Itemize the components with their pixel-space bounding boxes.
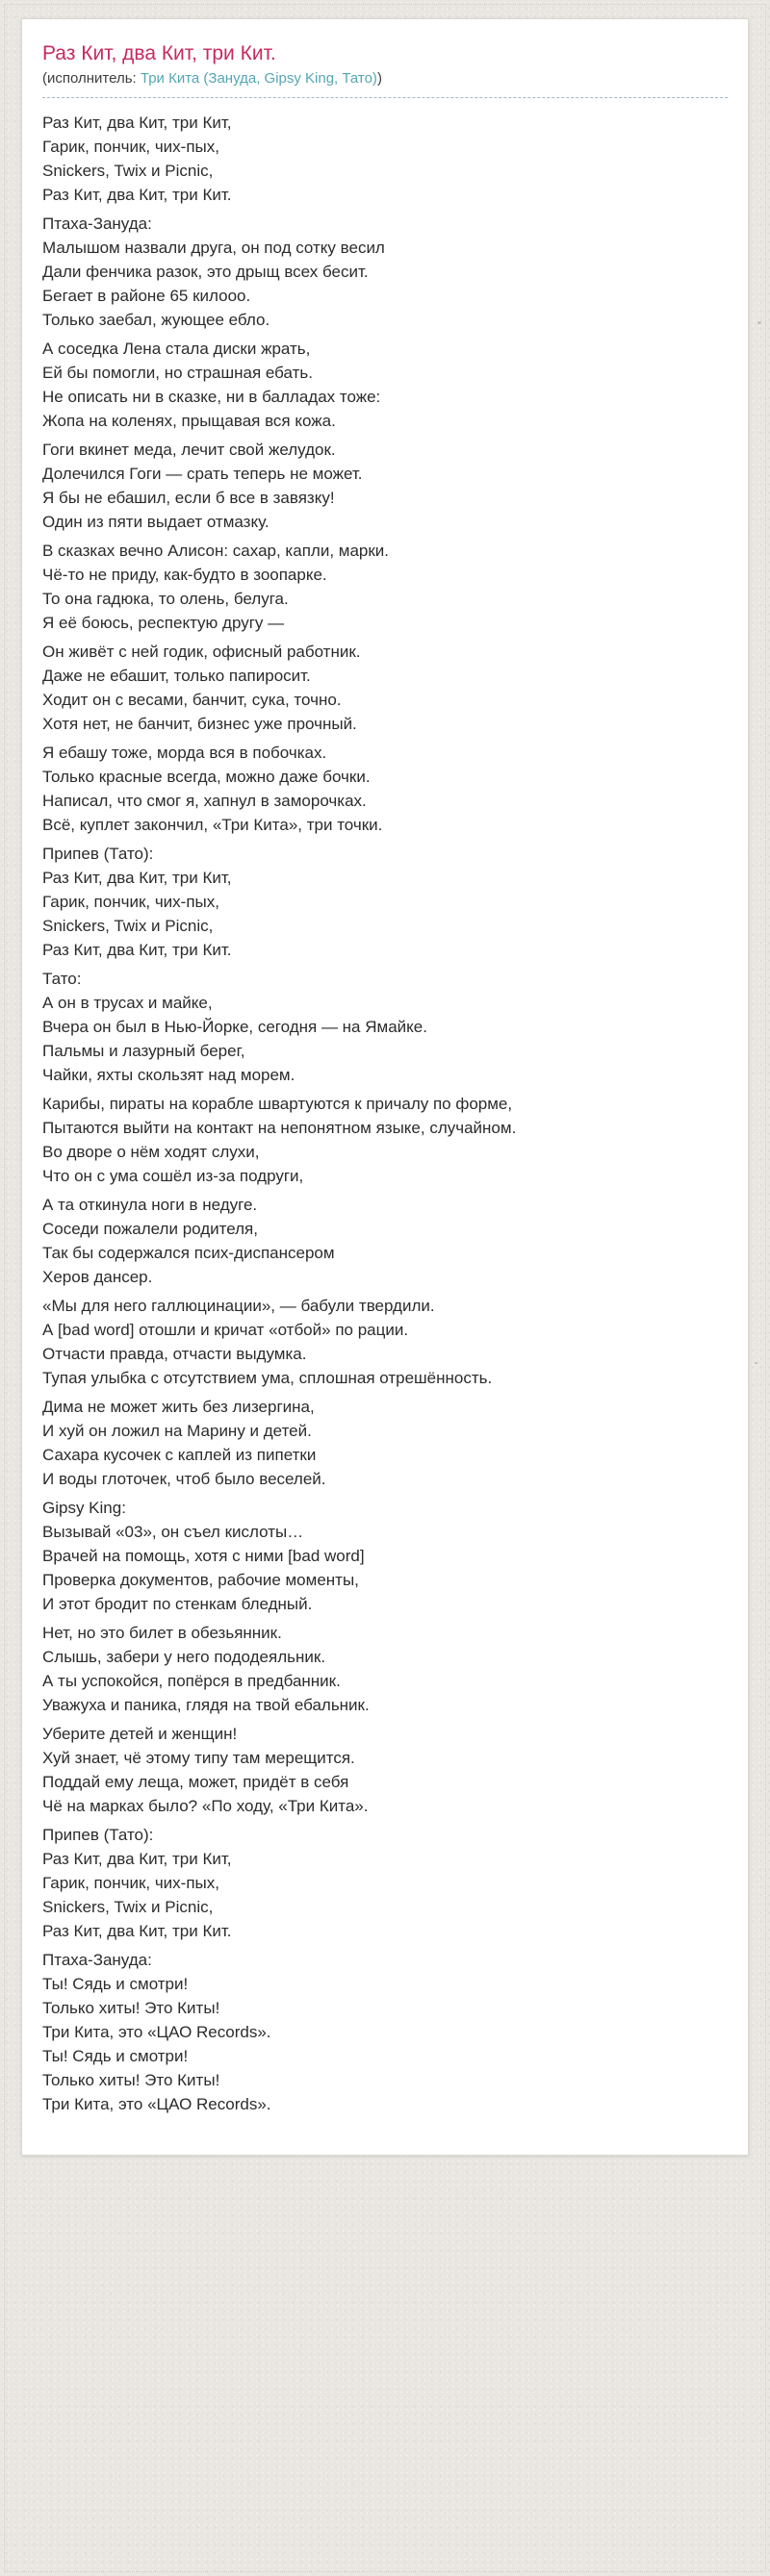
verse: Птаха-Зануда: Малышом назвали друга, он под сотку весил Дали фенчика разок, это дрыщ всех бесит. Бегает в районе 65 килооо. Только заебал, жующее ебло.	[42, 215, 385, 329]
lyrics	[42, 111, 728, 2116]
verse: Гоги вкинет меда, лечит свой желудок. Долечился Гоги — срать теперь не может. Я бы не ебашил, если б все в завязку! Один из пяти выдает отмазку.	[42, 441, 363, 531]
song-title: Раз Кит, два Кит, три Кит.	[42, 42, 276, 64]
verse: «Мы для него галлюцинации», — бабули твердили. А [bad word] отошли и кричат «отбой» по рации. Отчасти правда, отчасти выдумка. Тупая улыбка с отсутствием ума, сплошная отрешённость.	[42, 1297, 493, 1387]
verse: Припев (Тато): Раз Кит, два Кит, три Кит, Гарик, пончик, чих-пых, Snickers, Twix и Picnic, Раз Кит, два Кит, три Кит.	[42, 845, 232, 959]
verse: Gipsy King: Вызывай «03», он съел кислоты… Врачей на помощь, хотя с ними [bad word] Проверка документов, рабочие моменты, И этот бродит по стенкам бледный.	[42, 1499, 365, 1613]
dust-speck	[755, 1362, 757, 1364]
verse: Я ебашу тоже, морда вся в побочках. Только красные всегда, можно даже бочки. Написал, что смог я, хапнул в заморочках. Всё, куплет закончил, «Три Кита», три точки.	[42, 744, 383, 834]
verse: Птаха-Зануда: Ты! Сядь и смотри! Только хиты! Это Киты! Три Кита, это «ЦАО Records». Ты! Сядь и смотри! Только хиты! Это Киты! Три Кита, это «ЦАО Records».	[42, 1951, 271, 2113]
verse: Он живёт с ней годик, офисный работник. Даже не ебашит, только папиросит. Ходит он с весами, банчит, сука, точно. Хотя нет, не банчит, бизнес уже прочный.	[42, 643, 361, 733]
performer-link[interactable]: Три Кита (Зануда, Gipsy King, Тато)	[140, 70, 377, 87]
performer-suffix: )	[376, 70, 382, 87]
verse: А соседка Лена стала диски жрать, Ей бы помогли, но страшная ебать. Не описать ни в сказке, ни в балладах тоже: Жопа на коленях, прыщавая вся кожа.	[42, 340, 381, 430]
verse: Припев (Тато): Раз Кит, два Кит, три Кит, Гарик, пончик, чих-пых, Snickers, Twix и Picnic, Раз Кит, два Кит, три Кит.	[42, 1826, 232, 1940]
verse: В сказках вечно Алисон: сахар, капли, марки. Чё-то не приду, как-будто в зоопарке. То она гадюка, то олень, белуга. Я её боюсь, респектую другу —	[42, 542, 390, 632]
verse: Карибы, пираты на корабле швартуются к причалу по форме, Пытаются выйти на контакт на непонятном языке, случайном. Во дворе о нём ходят слухи, Что он с ума сошёл из-за подруги,	[42, 1095, 517, 1185]
verse: Дима не может жить без лизергина, И хуй он ложил на Марину и детей. Сахара кусочек с каплей из пипетки И воды глоточек, чтоб было веселей.	[42, 1398, 326, 1488]
verse: Нет, но это билет в обезьянник. Слышь, забери у него пододеяльник. А ты успокойся, попёрся в предбанник. Уважуха и паника, глядя на твой ебальник.	[42, 1624, 370, 1714]
verse: Раз Кит, два Кит, три Кит, Гарик, пончик, чих-пых, Snickers, Twix и Picnic, Раз Кит, два Кит, три Кит.	[42, 114, 232, 204]
performer-line	[42, 69, 728, 97]
performer-label: (исполнитель:	[42, 70, 141, 87]
dashed-separator	[42, 97, 728, 98]
lyrics-card	[21, 18, 749, 2156]
verse: Тато: А он в трусах и майке, Вчера он был в Нью-Йорке, сегодня — на Ямайке. Пальмы и лазурный берег, Чайки, яхты скользят над морем.	[42, 970, 427, 1084]
verse: А та откинула ноги в недуге. Соседи пожалели родителя, Так бы содержался псих-диспансером Херов дансер.	[42, 1196, 335, 1286]
dust-speck	[757, 321, 761, 324]
verse: Уберите детей и женщин! Хуй знает, чё этому типу там мерещится. Поддай ему леща, может, придёт в себя Чё на марках было? «По ходу, «Три Кита».	[42, 1725, 369, 1815]
